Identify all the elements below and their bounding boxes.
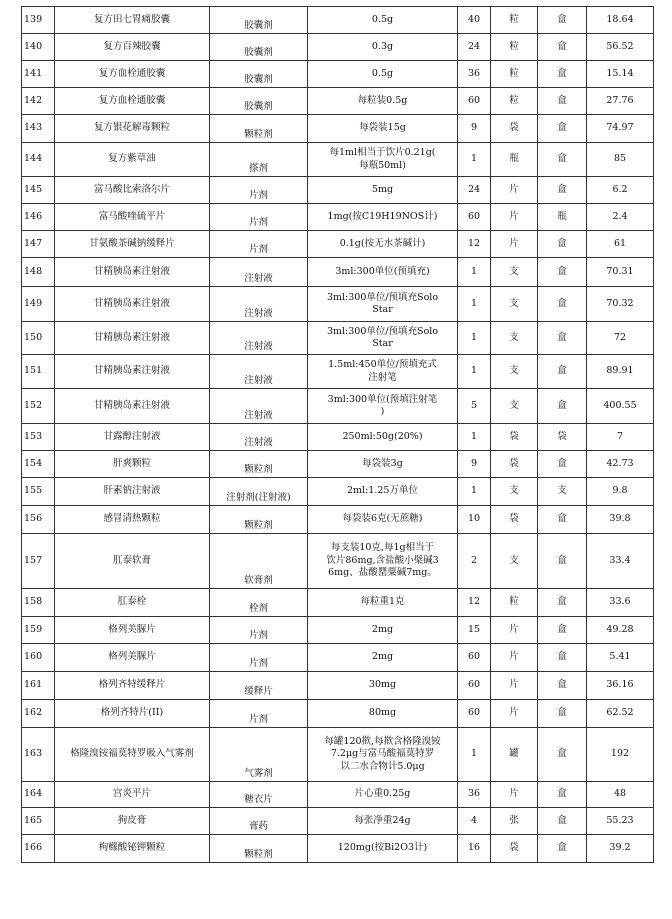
package-quantity-cell: 36 — [458, 61, 491, 88]
drug-name-cell: 甘露醇注射液 — [55, 424, 210, 451]
dosage-form-cell: 注射液 — [210, 322, 308, 355]
table-body — [22, 7, 654, 863]
price-cell: 85 — [587, 143, 654, 177]
price-cell: 42.73 — [587, 451, 654, 478]
package-quantity-cell: 9 — [458, 451, 491, 478]
specification-cell: 片心重0.25g — [308, 782, 458, 808]
specification-cell: 80mg — [308, 700, 458, 728]
row-number-cell: 160 — [22, 644, 55, 672]
specification-cell: 3ml:300单位/预填充Solo Star — [308, 287, 458, 322]
package-quantity-cell: 24 — [458, 177, 491, 204]
minimum-unit-cell: 片 — [491, 782, 538, 808]
table-row — [22, 115, 654, 143]
package-unit-cell: 盒 — [538, 61, 587, 88]
price-cell: 74.97 — [587, 115, 654, 143]
table-row — [22, 287, 654, 322]
table-row — [22, 61, 654, 88]
dosage-form-cell: 胶囊剂 — [210, 34, 308, 61]
package-unit-cell: 盒 — [538, 231, 587, 258]
table-row — [22, 700, 654, 728]
table-row — [22, 143, 654, 177]
dosage-form-cell: 注射液 — [210, 355, 308, 389]
package-unit-cell: 瓶 — [538, 204, 587, 231]
minimum-unit-cell: 袋 — [491, 506, 538, 534]
specification-cell: 1.5ml:450单位/预填充式 注射笔 — [308, 355, 458, 389]
row-number-cell: 142 — [22, 88, 55, 115]
package-unit-cell: 盒 — [538, 88, 587, 115]
row-number-cell: 166 — [22, 835, 55, 863]
price-cell: 48 — [587, 782, 654, 808]
specification-cell: 每粒重1克 — [308, 589, 458, 617]
row-number-cell: 156 — [22, 506, 55, 534]
package-unit-cell: 支 — [538, 478, 587, 506]
specification-cell: 250ml:50g(20%) — [308, 424, 458, 451]
minimum-unit-cell: 粒 — [491, 88, 538, 115]
minimum-unit-cell: 袋 — [491, 451, 538, 478]
table-row — [22, 88, 654, 115]
dosage-form-cell: 软膏剂 — [210, 534, 308, 589]
dosage-form-cell: 注射液 — [210, 287, 308, 322]
drug-name-cell: 肝素钠注射液 — [55, 478, 210, 506]
drug-name-cell: 甘氨酸茶碱钠缓释片 — [55, 231, 210, 258]
dosage-form-cell: 颗粒剂 — [210, 115, 308, 143]
row-number-cell: 152 — [22, 389, 55, 424]
row-number-cell: 163 — [22, 728, 55, 782]
package-unit-cell: 盒 — [538, 258, 587, 287]
price-cell: 33.4 — [587, 534, 654, 589]
specification-cell: 3ml:300单位/预填充Solo Star — [308, 322, 458, 355]
table-row — [22, 451, 654, 478]
minimum-unit-cell: 粒 — [491, 34, 538, 61]
package-unit-cell: 盒 — [538, 589, 587, 617]
minimum-unit-cell: 张 — [491, 808, 538, 835]
package-unit-cell: 盒 — [538, 808, 587, 835]
table-row — [22, 782, 654, 808]
dosage-form-cell: 胶囊剂 — [210, 88, 308, 115]
minimum-unit-cell: 支 — [491, 355, 538, 389]
package-unit-cell: 盒 — [538, 322, 587, 355]
dosage-form-cell: 注射液 — [210, 424, 308, 451]
table-row — [22, 231, 654, 258]
drug-name-cell: 感冒清热颗粒 — [55, 506, 210, 534]
dosage-form-cell: 颗粒剂 — [210, 451, 308, 478]
package-unit-cell: 盒 — [538, 700, 587, 728]
row-number-cell: 146 — [22, 204, 55, 231]
package-unit-cell: 盒 — [538, 7, 587, 34]
table-row — [22, 355, 654, 389]
table-row — [22, 672, 654, 700]
table-row — [22, 389, 654, 424]
specification-cell: 每袋装6克(无蔗糖) — [308, 506, 458, 534]
row-number-cell: 144 — [22, 143, 55, 177]
package-quantity-cell: 1 — [458, 478, 491, 506]
package-quantity-cell: 15 — [458, 617, 491, 644]
drug-name-cell: 甘精胰岛素注射液 — [55, 389, 210, 424]
table-row — [22, 644, 654, 672]
minimum-unit-cell: 瓶 — [491, 143, 538, 177]
dosage-form-cell: 膏药 — [210, 808, 308, 835]
minimum-unit-cell: 支 — [491, 287, 538, 322]
minimum-unit-cell: 粒 — [491, 589, 538, 617]
specification-cell: 3ml:300单位(预填注射笔 ) — [308, 389, 458, 424]
package-unit-cell: 盒 — [538, 728, 587, 782]
row-number-cell: 141 — [22, 61, 55, 88]
specification-cell: 每支装10克,每1g相当于 饮片86mg,含盐酸小檗碱3 6mg、盐酸罂粟碱7mg。 — [308, 534, 458, 589]
drug-name-cell: 肝爽颗粒 — [55, 451, 210, 478]
dosage-form-cell: 片剂 — [210, 204, 308, 231]
drug-name-cell: 甘精胰岛素注射液 — [55, 287, 210, 322]
drug-name-cell: 富马酸比索洛尔片 — [55, 177, 210, 204]
specification-cell: 3ml:300单位(预填充) — [308, 258, 458, 287]
package-quantity-cell: 16 — [458, 835, 491, 863]
specification-cell: 每罐120揿,每揿含格隆溴铵 7.2μg与富马酸福莫特罗 以二水合物计5.0μg — [308, 728, 458, 782]
package-quantity-cell: 5 — [458, 389, 491, 424]
price-cell: 89.91 — [587, 355, 654, 389]
specification-cell: 每袋装15g — [308, 115, 458, 143]
row-number-cell: 140 — [22, 34, 55, 61]
dosage-form-cell: 注射液 — [210, 389, 308, 424]
specification-cell: 0.5g — [308, 61, 458, 88]
minimum-unit-cell: 片 — [491, 204, 538, 231]
package-unit-cell: 盒 — [538, 835, 587, 863]
price-cell: 56.52 — [587, 34, 654, 61]
price-cell: 39.8 — [587, 506, 654, 534]
price-cell: 6.2 — [587, 177, 654, 204]
package-unit-cell: 盒 — [538, 644, 587, 672]
specification-cell: 1mg(按C19H19NOS计) — [308, 204, 458, 231]
drug-name-cell: 格列齐特片(II) — [55, 700, 210, 728]
drug-name-cell: 格列美脲片 — [55, 617, 210, 644]
dosage-form-cell: 注射剂(注射液) — [210, 478, 308, 506]
table-row — [22, 478, 654, 506]
minimum-unit-cell: 支 — [491, 389, 538, 424]
minimum-unit-cell: 片 — [491, 644, 538, 672]
specification-cell: 0.3g — [308, 34, 458, 61]
table-row — [22, 204, 654, 231]
price-cell: 49.28 — [587, 617, 654, 644]
table-row — [22, 617, 654, 644]
package-unit-cell: 盒 — [538, 34, 587, 61]
drug-name-cell: 复方血栓通胶囊 — [55, 61, 210, 88]
dosage-form-cell: 搽剂 — [210, 143, 308, 177]
minimum-unit-cell: 袋 — [491, 115, 538, 143]
drug-name-cell: 复方血栓通胶囊 — [55, 88, 210, 115]
package-unit-cell: 盒 — [538, 506, 587, 534]
dosage-form-cell: 气雾剂 — [210, 728, 308, 782]
package-quantity-cell: 1 — [458, 355, 491, 389]
specification-cell: 5mg — [308, 177, 458, 204]
package-quantity-cell: 9 — [458, 115, 491, 143]
table-row — [22, 7, 654, 34]
package-quantity-cell: 60 — [458, 644, 491, 672]
row-number-cell: 155 — [22, 478, 55, 506]
drug-name-cell: 格列齐特缓释片 — [55, 672, 210, 700]
table-row — [22, 424, 654, 451]
row-number-cell: 151 — [22, 355, 55, 389]
dosage-form-cell: 片剂 — [210, 700, 308, 728]
table-row — [22, 506, 654, 534]
row-number-cell: 164 — [22, 782, 55, 808]
price-cell: 400.55 — [587, 389, 654, 424]
specification-cell: 每1ml相当于饮片0.21g( 每瓶50ml) — [308, 143, 458, 177]
minimum-unit-cell: 袋 — [491, 424, 538, 451]
package-quantity-cell: 4 — [458, 808, 491, 835]
specification-cell: 2mg — [308, 617, 458, 644]
row-number-cell: 143 — [22, 115, 55, 143]
minimum-unit-cell: 袋 — [491, 835, 538, 863]
drug-name-cell: 甘精胰岛素注射液 — [55, 322, 210, 355]
price-cell: 70.31 — [587, 258, 654, 287]
price-cell: 36.16 — [587, 672, 654, 700]
dosage-form-cell: 胶囊剂 — [210, 7, 308, 34]
row-number-cell: 157 — [22, 534, 55, 589]
drug-name-cell: 肛泰软膏 — [55, 534, 210, 589]
package-unit-cell: 盒 — [538, 451, 587, 478]
price-cell: 9.8 — [587, 478, 654, 506]
specification-cell: 每粒装0.5g — [308, 88, 458, 115]
package-quantity-cell: 12 — [458, 589, 491, 617]
package-quantity-cell: 40 — [458, 7, 491, 34]
minimum-unit-cell: 片 — [491, 617, 538, 644]
specification-cell: 120mg(按Bi2O3计) — [308, 835, 458, 863]
dosage-form-cell: 缓释片 — [210, 672, 308, 700]
package-unit-cell: 盒 — [538, 617, 587, 644]
price-cell: 70.32 — [587, 287, 654, 322]
package-quantity-cell: 1 — [458, 322, 491, 355]
specification-cell: 每张净重24g — [308, 808, 458, 835]
row-number-cell: 161 — [22, 672, 55, 700]
price-cell: 5.41 — [587, 644, 654, 672]
minimum-unit-cell: 支 — [491, 534, 538, 589]
package-quantity-cell: 1 — [458, 258, 491, 287]
drug-name-cell: 复方紫草油 — [55, 143, 210, 177]
package-quantity-cell: 1 — [458, 728, 491, 782]
row-number-cell: 153 — [22, 424, 55, 451]
row-number-cell: 139 — [22, 7, 55, 34]
dosage-form-cell: 胶囊剂 — [210, 61, 308, 88]
drug-price-table — [21, 6, 654, 863]
row-number-cell: 154 — [22, 451, 55, 478]
price-cell: 18.64 — [587, 7, 654, 34]
minimum-unit-cell: 片 — [491, 672, 538, 700]
minimum-unit-cell: 罐 — [491, 728, 538, 782]
package-unit-cell: 盒 — [538, 672, 587, 700]
package-quantity-cell: 10 — [458, 506, 491, 534]
package-quantity-cell: 60 — [458, 204, 491, 231]
package-unit-cell: 袋 — [538, 424, 587, 451]
dosage-form-cell: 片剂 — [210, 617, 308, 644]
package-quantity-cell: 2 — [458, 534, 491, 589]
drug-name-cell: 狗皮膏 — [55, 808, 210, 835]
package-unit-cell: 盒 — [538, 534, 587, 589]
row-number-cell: 165 — [22, 808, 55, 835]
price-cell: 192 — [587, 728, 654, 782]
drug-name-cell: 甘精胰岛素注射液 — [55, 355, 210, 389]
package-unit-cell: 盒 — [538, 355, 587, 389]
row-number-cell: 159 — [22, 617, 55, 644]
package-quantity-cell: 24 — [458, 34, 491, 61]
package-unit-cell: 盒 — [538, 143, 587, 177]
price-cell: 61 — [587, 231, 654, 258]
package-quantity-cell: 1 — [458, 287, 491, 322]
price-cell: 62.52 — [587, 700, 654, 728]
package-quantity-cell: 60 — [458, 700, 491, 728]
dosage-form-cell: 栓剂 — [210, 589, 308, 617]
drug-name-cell: 甘精胰岛素注射液 — [55, 258, 210, 287]
drug-name-cell: 格隆溴铵福莫特罗吸入气雾剂 — [55, 728, 210, 782]
table-row — [22, 258, 654, 287]
dosage-form-cell: 片剂 — [210, 177, 308, 204]
minimum-unit-cell: 支 — [491, 478, 538, 506]
table-row — [22, 808, 654, 835]
table-row — [22, 177, 654, 204]
table-row — [22, 835, 654, 863]
minimum-unit-cell: 支 — [491, 258, 538, 287]
specification-cell: 2ml:1.25万单位 — [308, 478, 458, 506]
package-unit-cell: 盒 — [538, 782, 587, 808]
row-number-cell: 149 — [22, 287, 55, 322]
price-cell: 72 — [587, 322, 654, 355]
minimum-unit-cell: 粒 — [491, 61, 538, 88]
table-row — [22, 589, 654, 617]
row-number-cell: 162 — [22, 700, 55, 728]
package-quantity-cell: 1 — [458, 424, 491, 451]
drug-name-cell: 宫炎平片 — [55, 782, 210, 808]
package-quantity-cell: 1 — [458, 143, 491, 177]
specification-cell: 每袋装3g — [308, 451, 458, 478]
drug-name-cell: 肛泰栓 — [55, 589, 210, 617]
price-cell: 7 — [587, 424, 654, 451]
specification-cell: 30mg — [308, 672, 458, 700]
table-row — [22, 34, 654, 61]
row-number-cell: 148 — [22, 258, 55, 287]
table-row — [22, 728, 654, 782]
price-cell: 39.2 — [587, 835, 654, 863]
package-quantity-cell: 60 — [458, 88, 491, 115]
minimum-unit-cell: 粒 — [491, 7, 538, 34]
minimum-unit-cell: 片 — [491, 700, 538, 728]
drug-name-cell: 复方银花解毒颗粒 — [55, 115, 210, 143]
package-quantity-cell: 60 — [458, 672, 491, 700]
table-row — [22, 534, 654, 589]
package-quantity-cell: 36 — [458, 782, 491, 808]
price-cell: 15.14 — [587, 61, 654, 88]
dosage-form-cell: 注射液 — [210, 258, 308, 287]
row-number-cell: 147 — [22, 231, 55, 258]
drug-name-cell: 枸橼酸铋钾颗粒 — [55, 835, 210, 863]
package-unit-cell: 盒 — [538, 287, 587, 322]
row-number-cell: 158 — [22, 589, 55, 617]
specification-cell: 2mg — [308, 644, 458, 672]
drug-name-cell: 复方田七胃痛胶囊 — [55, 7, 210, 34]
drug-name-cell: 格列美脲片 — [55, 644, 210, 672]
price-cell: 55.23 — [587, 808, 654, 835]
minimum-unit-cell: 片 — [491, 177, 538, 204]
dosage-form-cell: 片剂 — [210, 644, 308, 672]
price-cell: 33.6 — [587, 589, 654, 617]
row-number-cell: 145 — [22, 177, 55, 204]
package-unit-cell: 盒 — [538, 115, 587, 143]
package-unit-cell: 盒 — [538, 177, 587, 204]
dosage-form-cell: 糖衣片 — [210, 782, 308, 808]
specification-cell: 0.1g(按无水茶碱计) — [308, 231, 458, 258]
minimum-unit-cell: 支 — [491, 322, 538, 355]
drug-name-cell: 复方百辣胶囊 — [55, 34, 210, 61]
dosage-form-cell: 颗粒剂 — [210, 835, 308, 863]
dosage-form-cell: 片剂 — [210, 231, 308, 258]
dosage-form-cell: 颗粒剂 — [210, 506, 308, 534]
package-quantity-cell: 12 — [458, 231, 491, 258]
drug-name-cell: 富马酸喹硫平片 — [55, 204, 210, 231]
specification-cell: 0.5g — [308, 7, 458, 34]
package-unit-cell: 盒 — [538, 389, 587, 424]
row-number-cell: 150 — [22, 322, 55, 355]
price-cell: 2.4 — [587, 204, 654, 231]
table-row — [22, 322, 654, 355]
price-cell: 27.76 — [587, 88, 654, 115]
minimum-unit-cell: 片 — [491, 231, 538, 258]
